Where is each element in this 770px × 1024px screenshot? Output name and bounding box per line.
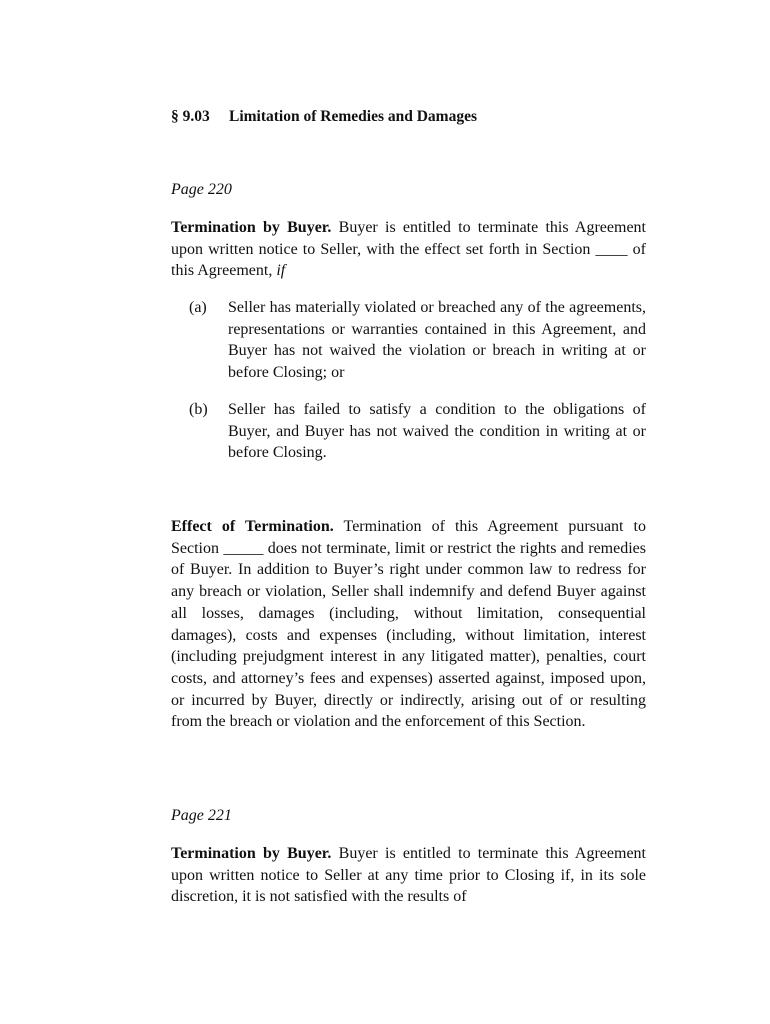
paragraph-trailing-word: if	[276, 262, 286, 280]
paragraph-text: Buyer is entitled to terminate this Agreement upon written notice to Seller at any time prior to Closing if, in its sole discretion, it is not satisfied with the results of	[171, 845, 646, 906]
list-marker: (b)	[189, 401, 208, 418]
section-heading	[171, 108, 477, 126]
paragraph-lead: Termination by Buyer.	[171, 845, 332, 862]
paragraph-lead: Termination by Buyer.	[171, 219, 332, 236]
list-item	[189, 297, 646, 384]
section-title: Limitation of Remedies and Damages	[229, 108, 477, 125]
list-item	[189, 399, 646, 464]
paragraph-text: Buyer is entitled to terminate this Agreement upon written notice to Seller, with the effect set forth in Section ____ of this Agreement,	[171, 219, 646, 280]
page-label-221: Page 221	[171, 807, 232, 824]
termination-by-buyer-paragraph	[171, 217, 646, 282]
page-label-220: Page 220	[171, 181, 232, 198]
list-item-text: Seller has materially violated or breached any of the agreements, representations or warranties contained in this Agreement, and Buyer has not waived the violation or breach in writing at or before Closing; or	[228, 299, 646, 382]
termination-by-buyer-paragraph-2	[171, 843, 646, 908]
paragraph-text: Termination of this Agreement pursuant to Section _____ does not terminate, limit or restrict the rights and remedies of Buyer. In addition to Buyer’s right under common law to redress for any breach or violation, Seller shall indemnify and defend Buyer against all losses, damages (including, without limitation, consequential damages), costs and expenses (including, without limitation, interest (including prejudgment interest in any litigated matter), penalties, court costs, and attorney’s fees and expenses) asserted against, imposed upon, or incurred by Buyer, directly or indirectly, arising out of or resulting from the breach or violation and the enforcement of this Section.	[171, 518, 646, 731]
effect-of-termination-paragraph	[171, 516, 646, 733]
section-number: § 9.03	[171, 108, 210, 125]
list-item-text: Seller has failed to satisfy a condition to the obligations of Buyer, and Buyer has not waived the condition in writing at or before Closing.	[228, 401, 646, 462]
list-marker: (a)	[189, 299, 207, 316]
paragraph-lead: Effect of Termination.	[171, 518, 334, 535]
